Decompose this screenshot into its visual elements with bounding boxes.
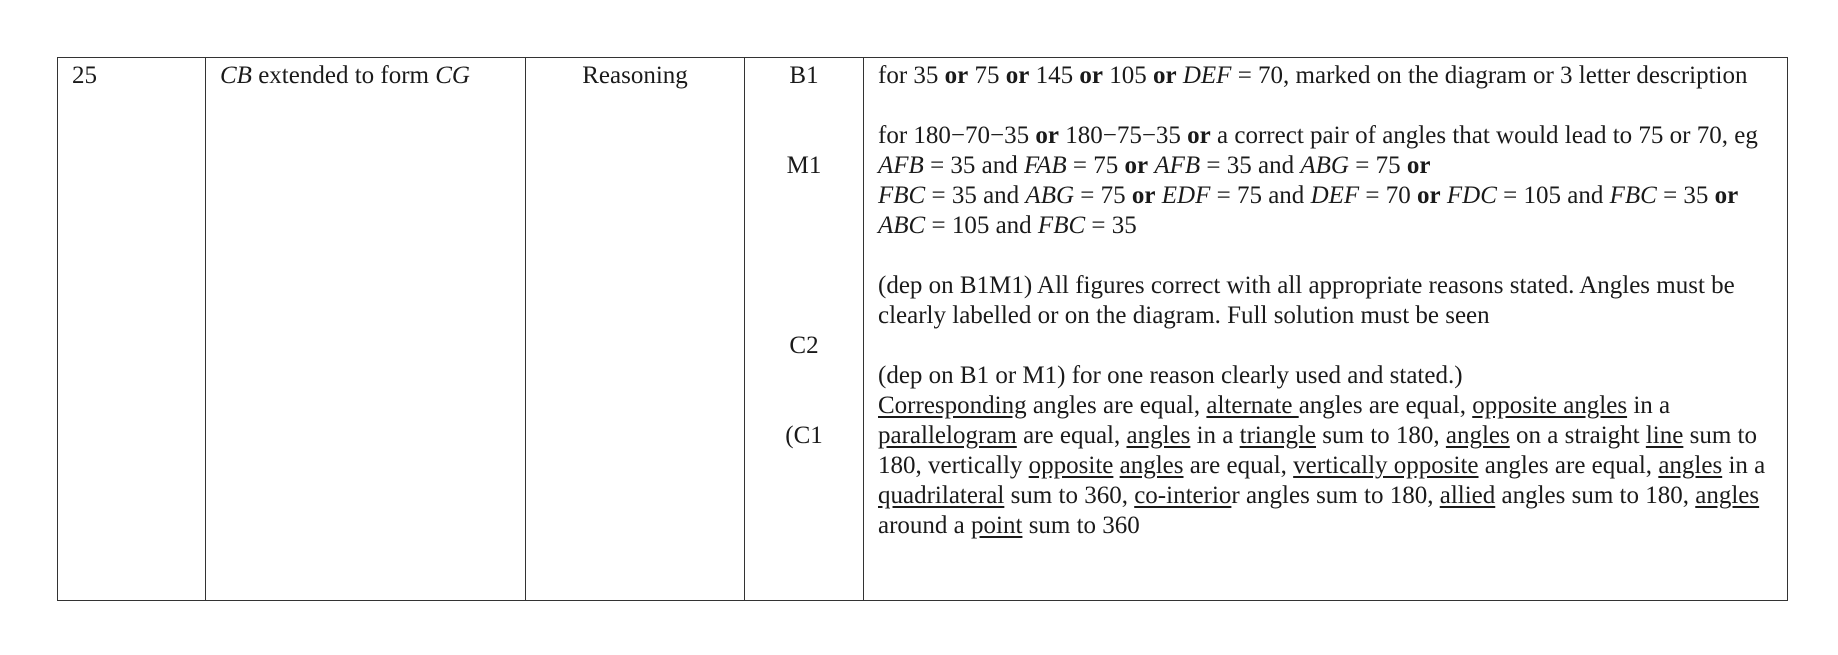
guidance-cell — [864, 58, 1788, 601]
mark-codes-cell — [745, 58, 864, 601]
guidance-b1: for 35 or 75 or 145 or 105 or DEF = 70, marked on the diagram or 3 letter description — [878, 62, 1748, 89]
mark-scheme-table — [57, 57, 1788, 601]
mark-code-c1: (C1 — [785, 422, 823, 449]
answer-cell: CB extended to form CG — [206, 58, 526, 601]
question-number: 25 — [58, 58, 206, 601]
guidance-m1: for 180−70−35 or 180−75−35 or a correct pair of angles that would lead to 75 or 70, eg AFB = 35 and FAB = 75 or AFB = 35 and ABG = 75 or FBC = 35 and ABG = 75 or EDF = 75 and DEF = 70 or FDC = 105 and FBC = 35 or ABC = 105 and FBC = 35 — [878, 122, 1758, 239]
guidance-c2: (dep on B1M1) All figures correct with all appropriate reasons stated. Angles must be clearly labelled or on the diagram. Full solution must be seen — [878, 272, 1735, 329]
mark-code-c2: C2 — [789, 332, 819, 359]
mark-cell: Reasoning — [526, 58, 745, 601]
guidance-c1: (dep on B1 or M1) for one reason clearly used and stated.) Corresponding angles are equal, alternate angles are equal, opposite angles in a parallelogram are equal, angles in a triangle sum to 180, angles on a straight line sum to 180, vertically opposite angles are equal, vertically opposite angles are equal, angles in a quadrilateral sum to 360, co-interior angles sum to 180, allied angles sum to 180, angles around a point sum to 360 — [878, 362, 1766, 539]
mark-code-m1: M1 — [786, 152, 822, 179]
table-row — [58, 58, 1788, 601]
mark-code-b1: B1 — [789, 62, 819, 89]
